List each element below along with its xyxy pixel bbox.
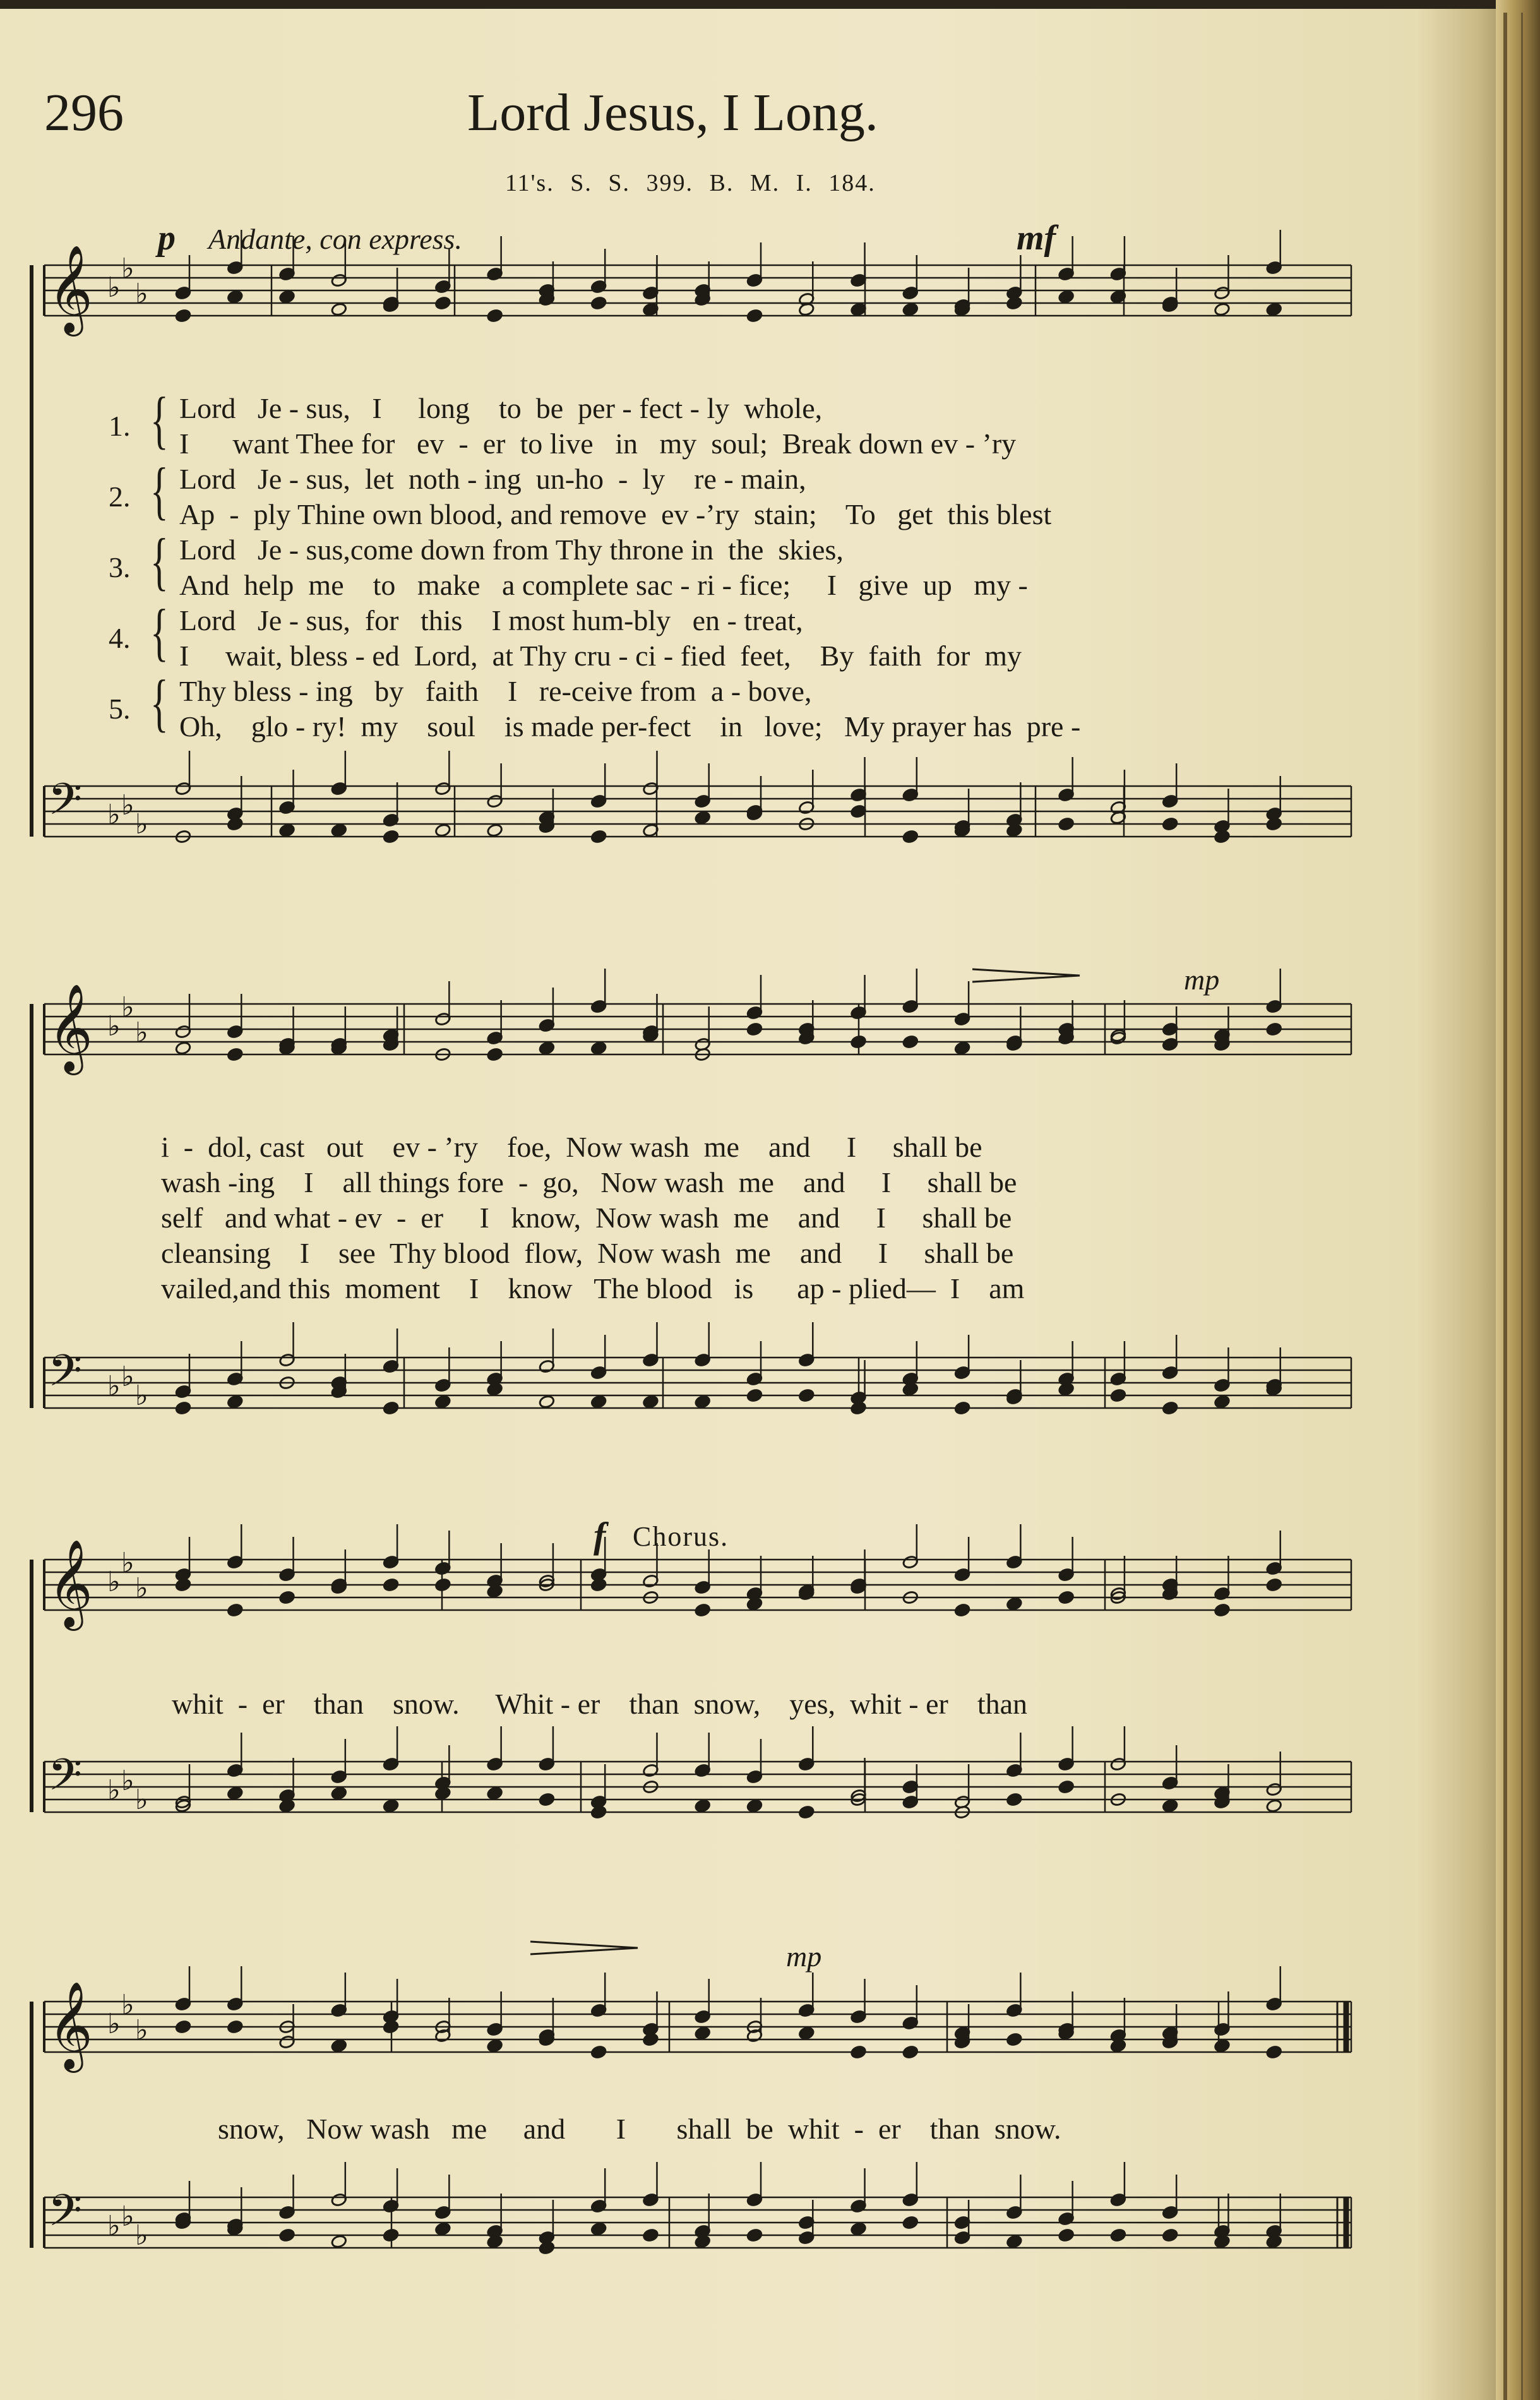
note-head	[695, 2235, 711, 2249]
note-head	[1110, 1388, 1126, 1403]
note-head	[539, 1041, 555, 1056]
note-head	[487, 1048, 503, 1062]
note-head	[487, 2235, 503, 2249]
note-head	[331, 302, 347, 317]
note-head	[1266, 817, 1282, 832]
note-head	[434, 296, 451, 311]
flat-icon: ♭	[107, 1774, 121, 1806]
note-head	[383, 2228, 399, 2243]
note-head	[850, 2222, 866, 2236]
note-head	[1214, 302, 1230, 317]
note-head	[1162, 1401, 1178, 1416]
note-head	[954, 1401, 970, 1416]
note-head	[902, 2216, 919, 2230]
note-head	[1058, 1591, 1075, 1605]
note-head	[227, 1048, 243, 1062]
note-head	[175, 2020, 191, 2034]
flat-icon: ♭	[121, 253, 134, 285]
note-head	[1214, 830, 1230, 844]
treble-clef-icon: 𝄞	[48, 1539, 93, 1627]
verse-line: Lord Je - sus,come down from Thy throne in the skies,	[179, 534, 844, 566]
note-head	[487, 1584, 503, 1599]
flat-icon: ♭	[107, 2008, 121, 2040]
note-head	[434, 1578, 451, 1592]
note-head	[746, 1388, 763, 1403]
treble-clef-icon: 𝄞	[48, 984, 93, 1072]
note-head	[746, 2228, 763, 2243]
note-head	[227, 817, 243, 832]
flat-icon: ♭	[107, 799, 121, 831]
note-head	[850, 1035, 866, 1049]
note-head	[1266, 1022, 1282, 1037]
note-head	[331, 1786, 347, 1801]
note-head	[746, 309, 763, 323]
note-head	[590, 2222, 607, 2236]
note-head	[434, 2222, 451, 2236]
decrescendo-hairpin	[972, 969, 1080, 982]
note-head	[590, 1395, 607, 1409]
note-head	[695, 1395, 711, 1409]
note-head	[278, 1591, 295, 1605]
note-head	[695, 2026, 711, 2041]
dynamic-mp-final: mp	[786, 1940, 822, 1973]
note-head	[1006, 823, 1022, 838]
note-head	[850, 804, 866, 819]
note-head	[487, 2039, 503, 2053]
note-head	[1058, 817, 1075, 832]
note-head	[278, 290, 295, 304]
note-head	[487, 1786, 503, 1801]
note-head	[383, 2020, 399, 2034]
flat-icon: ♭	[121, 789, 134, 821]
note-head	[902, 1035, 919, 1049]
note-head	[798, 1805, 815, 1820]
bass-clef-icon: 𝄢	[48, 1749, 83, 1811]
flat-icon: ♭	[135, 1572, 148, 1604]
verse-brace: {	[150, 667, 169, 739]
note-head	[1006, 2235, 1022, 2249]
note-head	[383, 1799, 399, 1813]
hymn-number: 296	[44, 83, 124, 142]
flat-icon: ♭	[135, 1784, 148, 1816]
decrescendo-hairpin	[530, 1942, 638, 1954]
note-head	[902, 2045, 919, 2060]
flat-icon: ♭	[135, 808, 148, 840]
note-head	[695, 1799, 711, 1813]
verse-line: I wait, bless - ed Lord, at Thy cru - ci - fied feet, By faith for my	[179, 640, 1022, 672]
chorus-label: Chorus.	[633, 1521, 729, 1552]
flat-icon: ♭	[107, 1010, 121, 1042]
lyric-line: wash -ing I all things fore - go, Now wash me and I shall be	[161, 1166, 1017, 1198]
note-head	[1266, 2045, 1282, 2060]
note-head	[539, 1395, 555, 1409]
note-head	[590, 830, 607, 844]
note-head	[1266, 302, 1282, 317]
note-head	[175, 1401, 191, 1416]
note-head	[902, 302, 919, 317]
note-head	[1058, 2228, 1075, 2243]
note-head	[383, 830, 399, 844]
note-head	[1214, 2039, 1230, 2053]
note-head	[1006, 1793, 1022, 1807]
verse-brace: {	[150, 455, 169, 527]
note-head	[798, 302, 815, 317]
note-head	[1110, 2228, 1126, 2243]
flat-icon: ♭	[135, 1017, 148, 1049]
note-head	[590, 1578, 607, 1592]
flat-icon: ♭	[135, 2014, 148, 2046]
note-head	[1006, 2033, 1022, 2047]
note-head	[1162, 2228, 1178, 2243]
note-head	[434, 1395, 451, 1409]
verse-line: I want Thee for ev - er to live in my soul; Break down ev - ’ry	[179, 427, 1017, 460]
note-head	[331, 2039, 347, 2053]
note-head	[434, 823, 451, 838]
dynamic-mf: mf	[1017, 218, 1056, 258]
bass-clef-icon: 𝄢	[48, 773, 83, 835]
note-head	[434, 1786, 451, 1801]
note-head	[487, 823, 503, 838]
note-head	[850, 2045, 866, 2060]
verse-number: 2.	[109, 481, 131, 513]
note-head	[539, 2241, 555, 2255]
lyric-line: vailed,and this moment I know The blood is ap - plied— I am	[161, 1272, 1025, 1304]
verse-line: Lord Je - sus, for this I most hum-bly en - treat,	[179, 604, 803, 636]
verse-line: Lord Je - sus, let noth - ing un-ho - ly re - main,	[179, 463, 806, 495]
verse-line: Ap - ply Thine own blood, and remove ev -’ry stain; To get this blest	[179, 498, 1052, 530]
note-head	[1006, 296, 1022, 311]
flat-icon: ♭	[135, 1380, 148, 1412]
note-head	[902, 1382, 919, 1397]
note-head	[850, 302, 866, 317]
note-head	[590, 1041, 607, 1056]
hymn-title: Lord Jesus, I Long.	[467, 83, 878, 142]
note-head	[175, 1578, 191, 1592]
note-head	[227, 290, 243, 304]
hymn-meter: 11's. S. S. 399. B. M. I. 184.	[505, 170, 876, 196]
note-head	[1214, 1603, 1230, 1618]
note-head	[1162, 817, 1178, 832]
flat-icon: ♭	[107, 1566, 121, 1598]
note-head	[227, 2020, 243, 2034]
note-head	[642, 1395, 659, 1409]
note-head	[1266, 1578, 1282, 1592]
note-head	[798, 1388, 815, 1403]
note-head	[1266, 1799, 1282, 1813]
bass-clef-icon: 𝄢	[48, 2185, 83, 2247]
flat-icon: ♭	[135, 278, 148, 310]
dynamic-p: p	[158, 218, 176, 258]
dynamic-f: f	[594, 1515, 606, 1556]
note-head	[278, 2228, 295, 2243]
note-head	[850, 1401, 866, 1416]
treble-clef-icon: 𝄞	[48, 245, 93, 333]
lyric-line: self and what - ev - er I know, Now wash me and I shall be	[161, 1202, 1012, 1234]
note-head	[487, 309, 503, 323]
note-head	[695, 811, 711, 825]
note-head	[1266, 2235, 1282, 2249]
note-head	[278, 1799, 295, 1813]
note-head	[1162, 1799, 1178, 1813]
dynamic-mp: mp	[1184, 964, 1220, 996]
tempo-marking: Andante, con express.	[208, 223, 462, 255]
note-head	[1110, 2039, 1126, 2053]
note-head	[1058, 1780, 1075, 1794]
bass-clef-icon: 𝄢	[48, 1345, 83, 1407]
verse-brace: {	[150, 384, 169, 456]
flat-icon: ♭	[135, 2219, 148, 2252]
note-head	[1058, 1382, 1075, 1397]
note-head	[383, 1578, 399, 1592]
flat-icon: ♭	[107, 1370, 121, 1402]
flat-icon: ♭	[121, 1547, 134, 1579]
note-head	[590, 2045, 607, 2060]
note-head	[746, 1022, 763, 1037]
verse-brace: {	[150, 525, 169, 597]
note-head	[954, 1041, 970, 1056]
note-head	[227, 1786, 243, 1801]
verse-number: 1.	[109, 410, 131, 442]
note-head	[590, 1805, 607, 1820]
chorus-lyrics: whit - er than snow. Whit - er than snow, yes, whit - er than	[172, 1688, 1028, 1720]
note-head	[487, 1382, 503, 1397]
note-head	[642, 2033, 659, 2047]
note-head	[590, 296, 607, 311]
flat-icon: ♭	[107, 272, 121, 304]
lyric-line: cleansing I see Thy blood flow, Now wash me and I shall be	[161, 1237, 1014, 1269]
verse-brace: {	[150, 596, 169, 668]
note-head	[227, 1395, 243, 1409]
note-head	[175, 1041, 191, 1056]
flat-icon: ♭	[121, 2200, 134, 2233]
verse-line: And help me to make a complete sac - ri - fice; I give up my -	[179, 569, 1028, 601]
flat-icon: ♭	[121, 1989, 134, 2021]
note-head	[1214, 2235, 1230, 2249]
lyric-line: i - dol, cast out ev - ’ry foe, Now wash me and I shall be	[161, 1131, 982, 1163]
note-head	[695, 1603, 711, 1618]
note-head	[1214, 1395, 1230, 1409]
note-head	[331, 2235, 347, 2249]
note-head	[1058, 290, 1075, 304]
note-head	[642, 2228, 659, 2243]
flat-icon: ♭	[121, 991, 134, 1024]
note-head	[227, 1603, 243, 1618]
note-head	[954, 1603, 970, 1618]
note-head	[383, 1401, 399, 1416]
flat-icon: ♭	[107, 2210, 121, 2242]
note-head	[175, 309, 191, 323]
flat-icon: ♭	[121, 1765, 134, 1797]
verse-number: 4.	[109, 622, 131, 654]
note-head	[798, 2026, 815, 2041]
final-lyrics: snow, Now wash me and I shall be whit - er than snow.	[218, 2113, 1061, 2145]
verse-number: 5.	[109, 693, 131, 725]
note-head	[902, 830, 919, 844]
flat-icon: ♭	[121, 1361, 134, 1393]
verse-line: Lord Je - sus, I long to be per - fect - ly whole,	[179, 392, 823, 424]
note-head	[746, 1597, 763, 1611]
note-head	[278, 823, 295, 838]
note-head	[331, 823, 347, 838]
note-head	[746, 1799, 763, 1813]
verse-line: Oh, glo - ry! my soul is made per-fect in love; My prayer has pre -	[179, 710, 1081, 743]
note-head	[539, 1793, 555, 1807]
verse-number: 3.	[109, 551, 131, 583]
treble-clef-icon: 𝄞	[48, 1981, 93, 2069]
note-head	[1006, 1597, 1022, 1611]
verse-line: Thy bless - ing by faith I re-ceive from a - bove,	[179, 675, 812, 707]
